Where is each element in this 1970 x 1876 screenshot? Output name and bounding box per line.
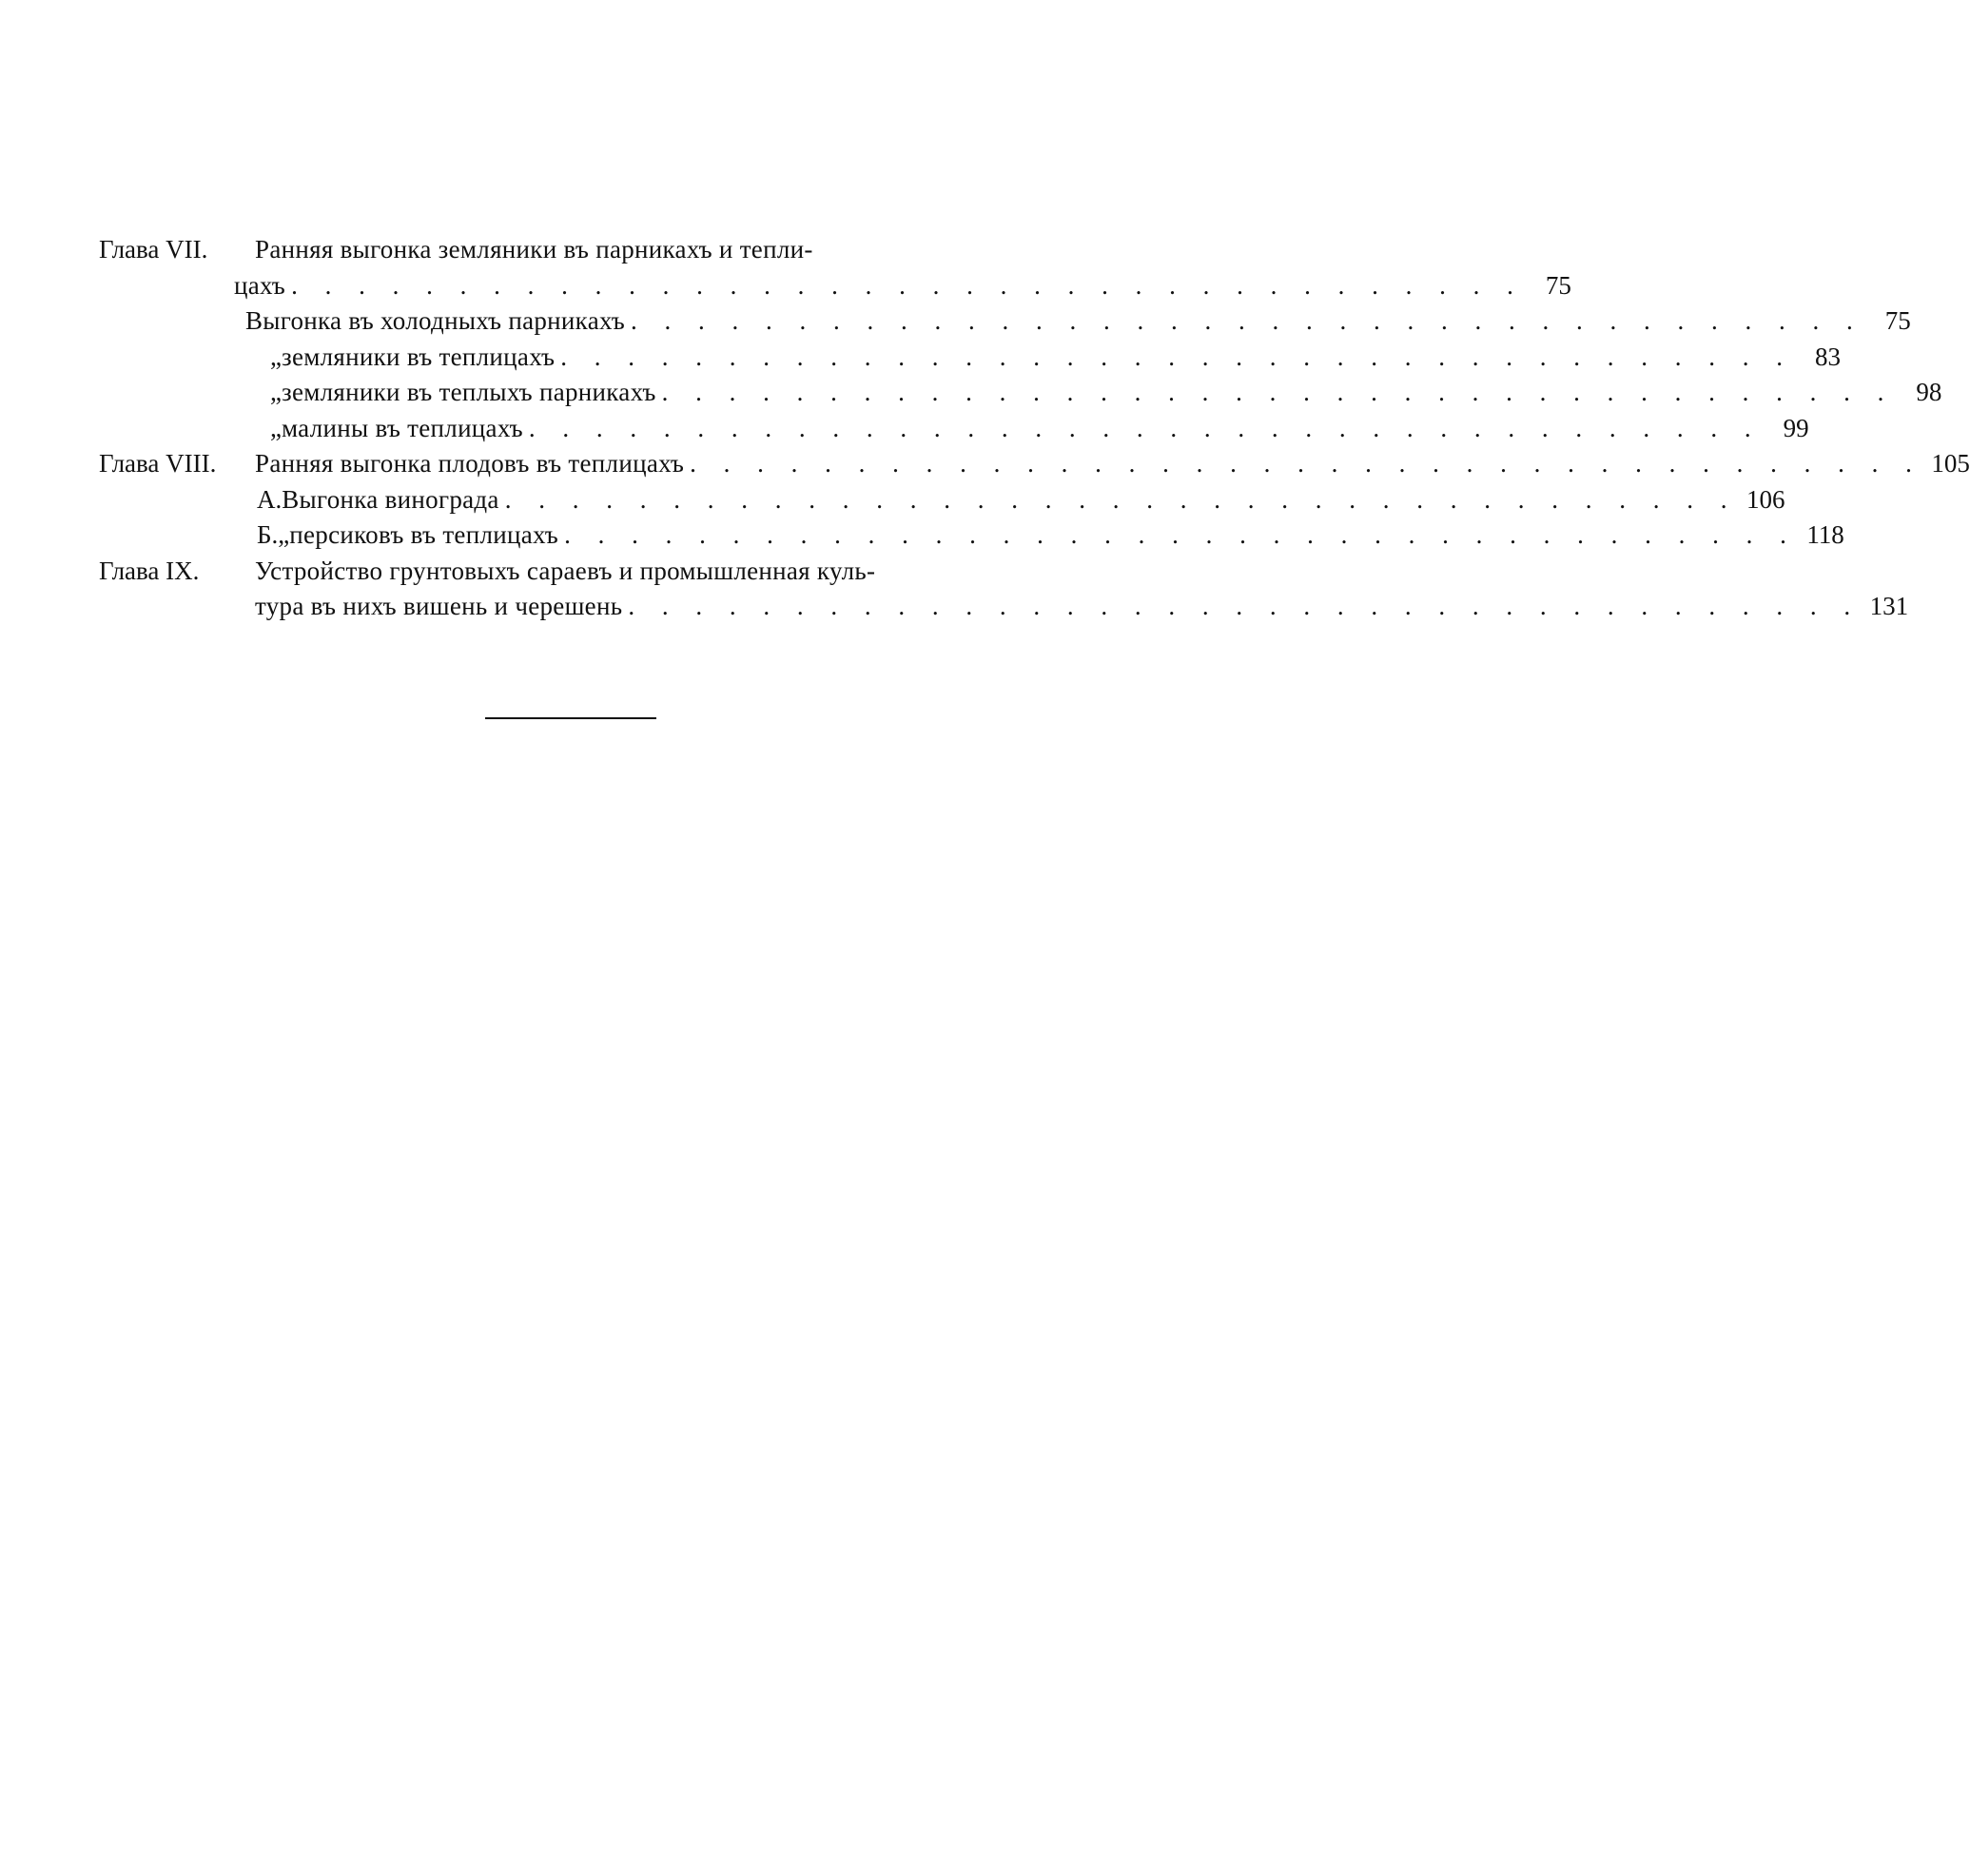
toc-entry-chapter-7 bbox=[99, 232, 1037, 268]
page-number: 106 bbox=[1746, 484, 1785, 514]
page-number: 105 bbox=[1931, 449, 1970, 478]
entry-title-continuation: цахъ bbox=[234, 270, 286, 300]
entry-title: Выгонка въ холодныхъ парникахъ bbox=[245, 306, 626, 335]
section-letter: А. bbox=[257, 484, 283, 514]
toc-entry-grapes bbox=[99, 482, 1785, 518]
leader-dots: . . . . . . . . . . . . . . . . . . . . . . . . . . . . . . . . . . . . . bbox=[628, 592, 1862, 620]
page-number: 98 bbox=[1916, 378, 1942, 406]
leader-dots: . . . . . . . . . . . . . . . . . . . . . . . . . . . . . . . . . . . . . bbox=[690, 449, 1922, 478]
toc-entry-strawberry-greenhouses bbox=[99, 340, 1841, 376]
leader-dots: . . . . . . . . . . . . . . . . . . . . . . . . . . . . . . . . . . . . . bbox=[291, 270, 1524, 300]
toc-entry-peaches bbox=[99, 518, 1844, 554]
entry-title: персиковъ въ теплицахъ bbox=[289, 520, 559, 549]
entry-title: земляники въ теплыхъ парникахъ bbox=[281, 378, 656, 406]
leader-dots: . . . . . . . . . . . . . . . . . . . . . . . . . . . . . . . . . . . . . bbox=[661, 378, 1895, 406]
toc-entry-chapter-7-continuation bbox=[99, 268, 1571, 304]
ditto-mark: „ bbox=[270, 413, 282, 442]
table-of-contents bbox=[99, 232, 1970, 625]
leader-dots: . . . . . . . . . . . . . . . . . . . . . . . . . . . . . . . . . . . . . bbox=[528, 413, 1762, 442]
entry-title: Ранняя выгонка плодовъ въ теплицахъ bbox=[255, 449, 685, 478]
leader-dots: . . . . . . . . . . . . . . . . . . . . . . . . . . . . . . . . . . . . . bbox=[564, 520, 1797, 549]
entry-title: земляники въ теплицахъ bbox=[281, 342, 556, 371]
page-number: 75 bbox=[1545, 270, 1571, 300]
closing-rule bbox=[485, 717, 656, 719]
leader-dots: . . . . . . . . . . . . . . . . . . . . . . . . . . . . . . . . . . . . . bbox=[504, 484, 1738, 514]
ditto-mark: „ bbox=[270, 342, 282, 371]
toc-entry-raspberry-greenhouses bbox=[99, 411, 1809, 447]
chapter-label: Глава VII. bbox=[99, 235, 208, 264]
entry-title-continuation: тура въ нихъ вишень и черешень bbox=[255, 592, 623, 620]
entry-title: Выгонка винограда bbox=[282, 484, 499, 514]
leader-dots: . . . . . . . . . . . . . . . . . . . . . . . . . . . . . . . . . . . . . bbox=[560, 342, 1793, 371]
page-number: 118 bbox=[1806, 520, 1844, 549]
entry-title: Устройство грунтовыхъ сараевъ и промышленная куль- bbox=[255, 556, 876, 585]
toc-entry-chapter-9 bbox=[99, 554, 1037, 590]
entry-title: Ранняя выгонка земляники въ парникахъ и тепли- bbox=[255, 235, 813, 264]
page-number: 99 bbox=[1783, 413, 1809, 442]
chapter-label: Глава IX. bbox=[99, 556, 200, 585]
toc-entry-chapter-9-continuation bbox=[99, 589, 1909, 625]
leader-dots: . . . . . . . . . . . . . . . . . . . . . . . . . . . . . . . . . . . . . bbox=[631, 306, 1863, 335]
toc-entry-strawberry-warm-frames bbox=[99, 375, 1942, 411]
entry-title: малины въ теплицахъ bbox=[281, 413, 523, 442]
page-number: 75 bbox=[1884, 306, 1911, 335]
page-number: 131 bbox=[1869, 592, 1909, 620]
chapter-label: Глава VIII. bbox=[99, 449, 217, 478]
page-number: 83 bbox=[1815, 342, 1841, 371]
section-letter: Б. bbox=[257, 520, 279, 549]
toc-entry-chapter-8 bbox=[99, 446, 1970, 482]
toc-entry-cold-frames bbox=[99, 303, 1911, 340]
ditto-mark: „ bbox=[278, 520, 290, 549]
ditto-mark: „ bbox=[270, 378, 282, 406]
